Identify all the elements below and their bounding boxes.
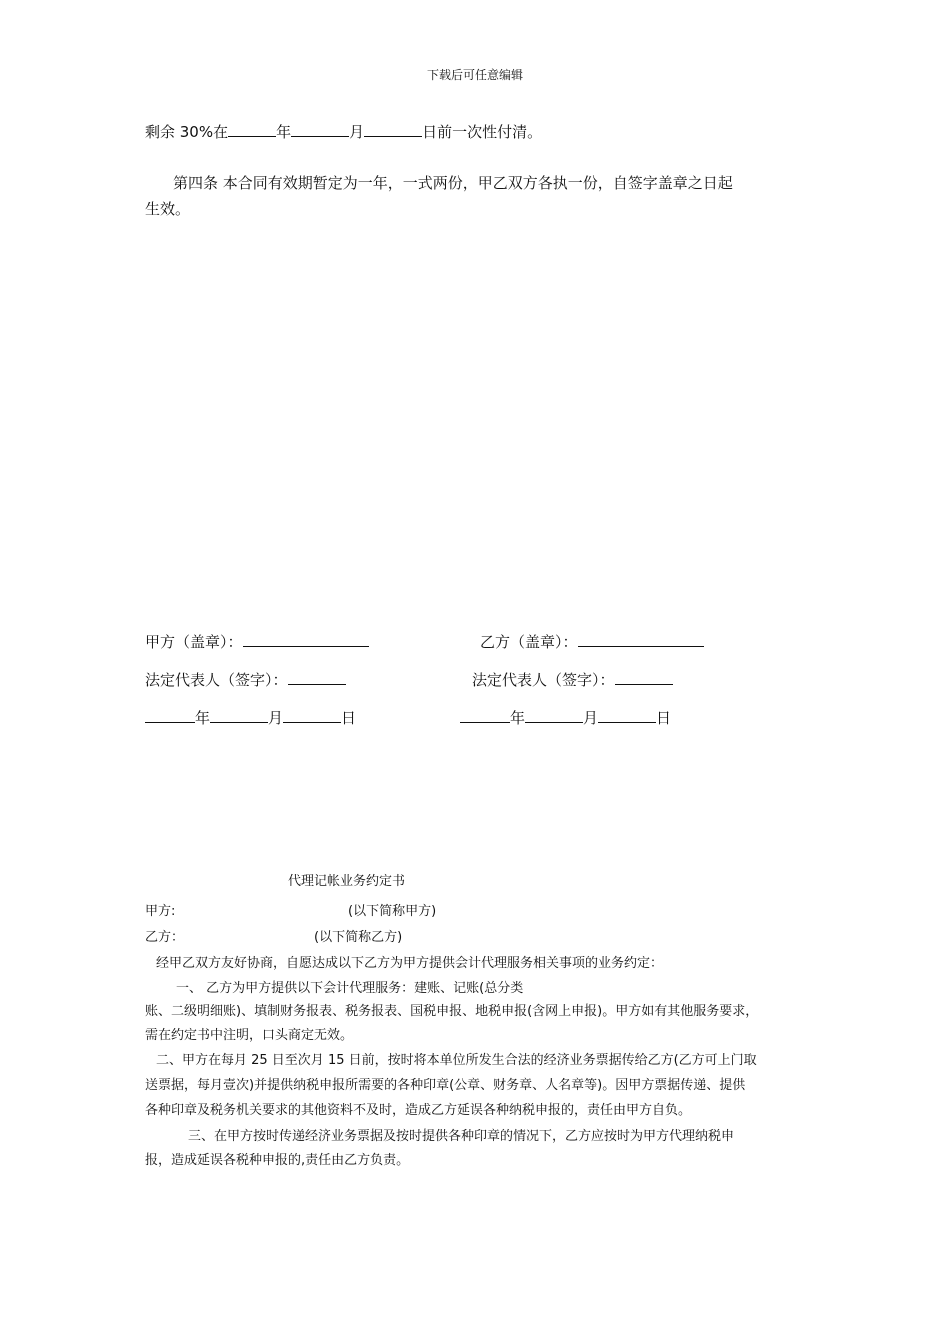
party-b-date-day-blank xyxy=(598,707,656,723)
party-a-legal-rep-label: 法定代表人（签字）： xyxy=(145,671,288,689)
party-a-date-year: 年 xyxy=(195,709,211,727)
blank-day xyxy=(364,121,422,137)
payment-year-label: 年 xyxy=(276,123,292,141)
clause3-line2: 报，造成延误各税种申报的,责任由乙方负责。 xyxy=(145,1153,410,1168)
clause1-line2: 账、二级明细账)、填制财务报表、税务报表、国税申报、地税申报(含网上申报)。甲方如有其他服务要求， xyxy=(145,1004,759,1019)
party-b-date-month-blank xyxy=(525,707,583,723)
party-b-seal xyxy=(480,629,704,655)
party-b-date-year: 年 xyxy=(510,709,526,727)
party-a-legal-rep xyxy=(145,667,346,693)
clause3-line1: 三、在甲方按时传递经济业务票据及按时提供各种印章的情况下，乙方应按时为甲方代理纳税申 xyxy=(188,1129,735,1144)
clause2-line2: 送票据，每月壹次)并提供纳税申报所需要的各种印章(公章、财务章、人名章等)。因甲方票据传递、提供 xyxy=(145,1078,746,1093)
party-a-date xyxy=(145,705,356,731)
party-a-date-month: 月 xyxy=(268,709,284,727)
party-a-date-day-blank xyxy=(283,707,341,723)
party-a-legal-rep-blank xyxy=(288,669,346,685)
party-b-seal-blank xyxy=(578,631,704,647)
blank-year xyxy=(228,121,276,137)
article4-line2: 生效。 xyxy=(145,200,191,218)
party-a-seal-label: 甲方（盖章）： xyxy=(145,633,243,651)
party-b-date-month: 月 xyxy=(583,709,599,727)
party-b-legal-rep xyxy=(472,667,673,693)
agreement-party-a-label: 甲方: xyxy=(145,904,176,919)
clause1-line1: 一、 乙方为甲方提供以下会计代理服务：建账、记账(总分类 xyxy=(176,981,524,996)
party-a-date-year-blank xyxy=(145,707,195,723)
payment-prefix: 剩余 30%在 xyxy=(145,123,229,141)
party-b-date-day: 日 xyxy=(656,709,672,727)
payment-month-label: 月 xyxy=(349,123,365,141)
clause2-line1: 二、甲方在每月 25 日至次月 15 日前，按时将本单位所发生合法的经济业务票据传给乙方(乙方可上门取 xyxy=(156,1053,757,1068)
party-b-legal-rep-label: 法定代表人（签字）： xyxy=(472,671,615,689)
page-header: 下载后可任意编辑 xyxy=(426,68,523,82)
party-a-seal xyxy=(145,629,369,655)
agreement-party-b-label: 乙方： xyxy=(145,930,185,945)
payment-suffix: 日前一次性付清。 xyxy=(422,123,543,141)
party-b-seal-label: 乙方（盖章）： xyxy=(480,633,578,651)
agreement-party-b-note: (以下简称乙方) xyxy=(314,930,403,945)
party-b-date xyxy=(460,705,671,731)
party-a-date-month-blank xyxy=(210,707,268,723)
party-a-date-day: 日 xyxy=(341,709,357,727)
blank-month xyxy=(291,121,349,137)
clause2-line3: 各种印章及税务机关要求的其他资料不及时，造成乙方延误各种纳税申报的，责任由甲方自负。 xyxy=(145,1103,692,1118)
party-b-legal-rep-blank xyxy=(615,669,673,685)
agreement-intro: 经甲乙双方友好协商，自愿达成以下乙方为甲方提供会计代理服务相关事项的业务约定： xyxy=(156,956,664,971)
party-a-seal-blank xyxy=(243,631,369,647)
payment-line xyxy=(145,119,542,145)
agreement-title: 代理记帐业务约定书 xyxy=(288,874,406,889)
clause1-line3: 需在约定书中注明，口头商定无效。 xyxy=(145,1028,354,1043)
article4-line1: 第四条 本合同有效期暂定为一年，一式两份，甲乙双方各执一份，自签字盖章之日起 xyxy=(173,174,733,192)
party-b-date-year-blank xyxy=(460,707,510,723)
agreement-party-a-note: (以下简称甲方) xyxy=(348,904,437,919)
